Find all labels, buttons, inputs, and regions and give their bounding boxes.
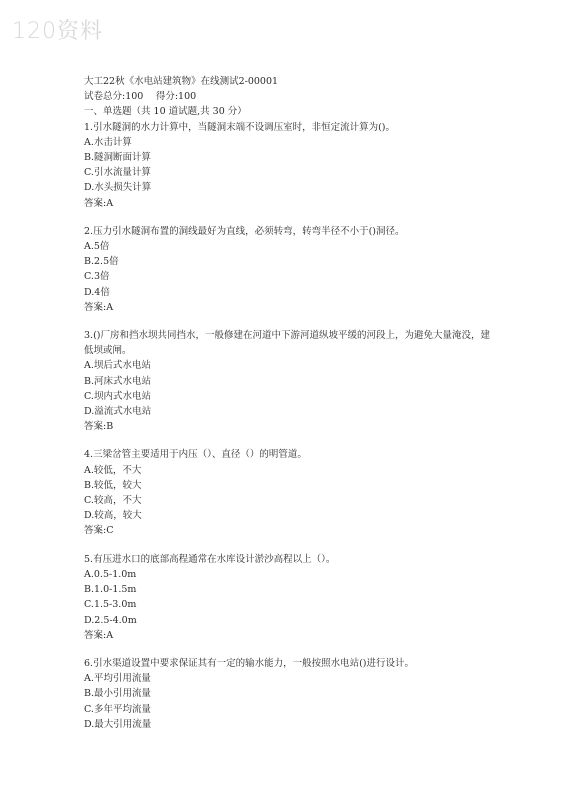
answer: 答案:A <box>84 197 114 209</box>
question-stem: 5.有压进水口的底部高程通常在水库设计淤沙高程以上（）。 <box>84 553 336 565</box>
question-4 <box>84 447 494 538</box>
question-3 <box>84 328 494 434</box>
question-2 <box>84 224 494 315</box>
question-stem: 4.三梁岔管主要适用于内压（）、直径（）的明管道。 <box>84 449 307 461</box>
option-b: B.最小引用流量 <box>84 688 152 700</box>
option-d: D.水头损失计算 <box>84 182 152 194</box>
answer: 答案:A <box>84 301 114 313</box>
answer: 答案:C <box>84 525 114 537</box>
option-b: B.河床式水电站 <box>84 375 152 387</box>
option-d: D.4倍 <box>84 286 110 298</box>
question-5 <box>84 552 494 643</box>
option-c: C.坝内式水电站 <box>84 390 151 402</box>
question-stem: 6.引水渠道设置中要求保证其有一定的输水能力，一般按照水电站()进行设计。 <box>84 657 414 669</box>
option-d: D.溢流式水电站 <box>84 406 152 418</box>
option-c: C.3倍 <box>84 271 110 283</box>
option-a: A.5倍 <box>84 241 110 253</box>
option-c: C.较高，不大 <box>84 495 142 507</box>
option-c: C.1.5-3.0m <box>84 599 137 611</box>
option-a: A.坝后式水电站 <box>84 360 151 372</box>
question-stem: 1.引水隧洞的水力计算中，当隧洞末端不设调压室时，非恒定流计算为()。 <box>84 121 395 133</box>
question-stem: 2.压力引水隧洞布置的洞线最好为直线，必须转弯，转弯半径不小于()洞径。 <box>84 225 405 237</box>
option-a: A.平均引用流量 <box>84 673 151 685</box>
option-a: A.水击计算 <box>84 136 132 148</box>
option-b: B.隧洞断面计算 <box>84 152 152 164</box>
option-a: A.较低，不大 <box>84 464 142 476</box>
option-d: D.较高，较大 <box>84 510 142 522</box>
question-1 <box>84 120 494 211</box>
question-6 <box>84 656 494 732</box>
option-c: C.多年平均流量 <box>84 703 151 715</box>
answer: 答案:A <box>84 629 114 641</box>
option-b: B.较低，较大 <box>84 479 142 491</box>
watermark-logo: 120资料 <box>12 19 103 44</box>
option-a: A.0.5-1.0m <box>84 568 137 580</box>
option-b: B.1.0-1.5m <box>84 584 137 596</box>
section-heading: 一、单选题（共 10 道试题,共 30 分） <box>84 106 247 118</box>
answer: 答案:B <box>84 421 114 433</box>
option-d: D.最大引用流量 <box>84 718 152 730</box>
exam-title: 大工22秋《水电站建筑物》在线测试2-00001 <box>84 76 279 87</box>
option-d: D.2.5-4.0m <box>84 614 137 626</box>
exam-score: 试卷总分:100 得分:100 <box>84 91 197 103</box>
option-c: C.引水流量计算 <box>84 167 151 179</box>
question-stem: 3.()厂房和挡水坝共同挡水，一般修建在河道中下游河道纵坡平缓的河段上，为避免大量淹没，建低坝或闸。 <box>84 330 490 357</box>
option-b: B.2.5倍 <box>84 256 119 268</box>
exam-document <box>84 74 494 732</box>
